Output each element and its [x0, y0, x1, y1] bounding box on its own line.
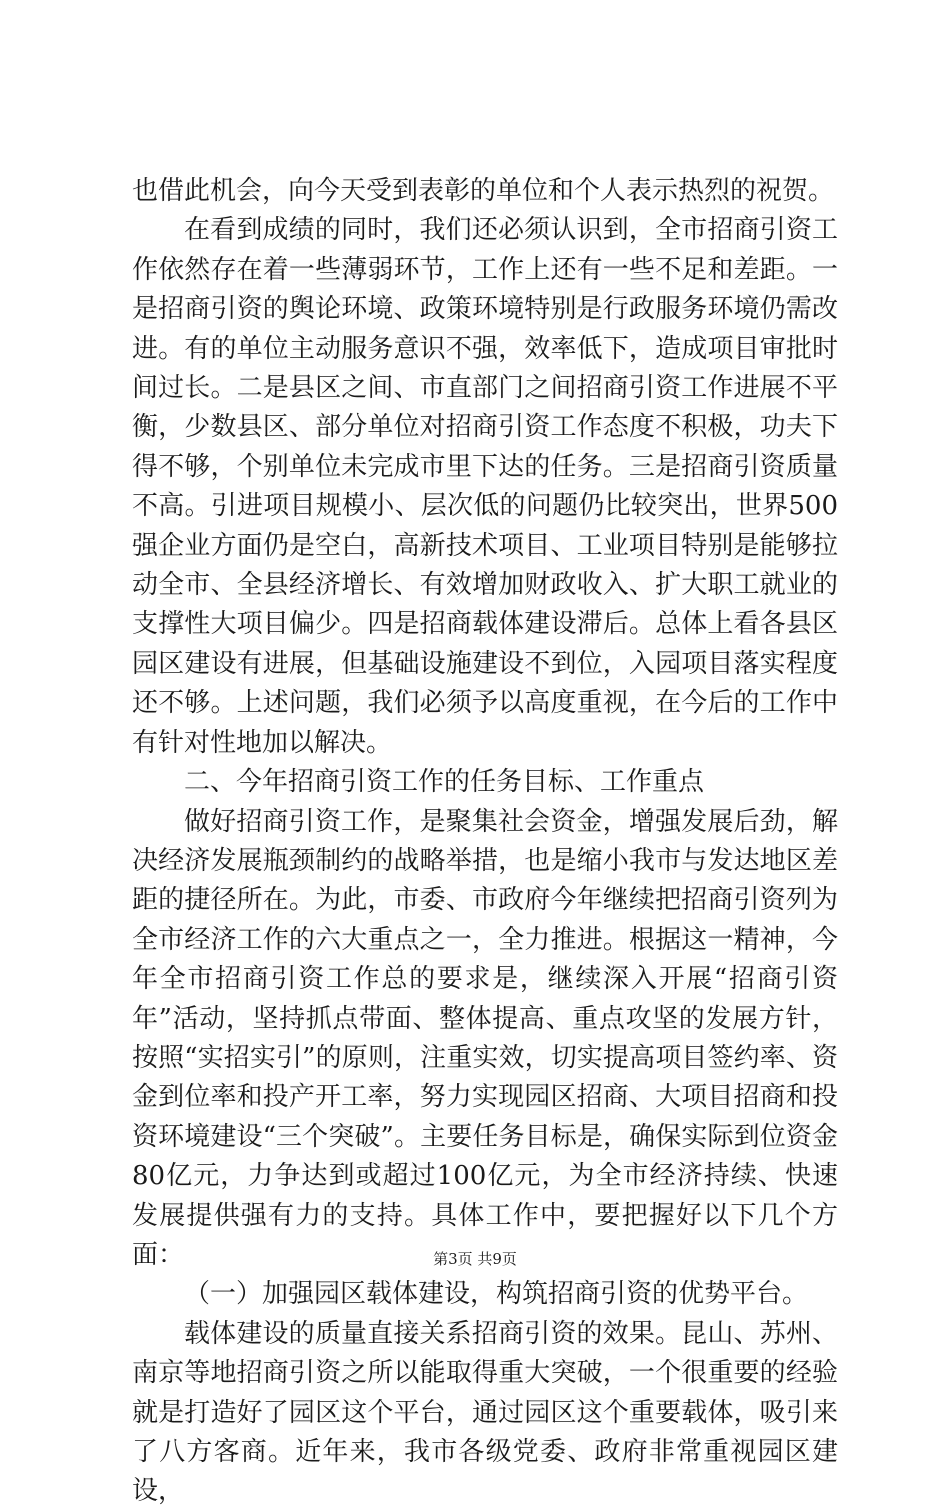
subsection-heading: （一）加强园区载体建设，构筑招商引资的优势平台。: [184, 1279, 809, 1310]
paragraph-carrier-construction: 载体建设的质量直接关系招商引资的效果。昆山、苏州、南京等地招商引资之所以能取得重大突破，一个很重要的经验就是打造好了园区这个平台，通过园区这个重要载体，吸引来了八方客商。近年来，我市各级党委、政府非常重视园区建设，: [132, 1318, 838, 1507]
paragraph-requirements: 做好招商引资工作，是聚集社会资金，增强发展后劲，解决经济发展瓶颈制约的战略举措，也是缩小我市与发达地区差距的捷径所在。为此，市委、市政府今年继续把招商引资列为全市经济工作的六大重点之一，全力推进。根据这一精神，今年全市招商引资工作总的要求是，继续深入开展“招商引资年”活动，坚持抓点带面、整体提高、重点攻坚的发展方针，按照“实招实引”的原则，注重实效，切实提高项目签约率、资金到位率和投产开工率，努力实现园区招商、大项目招商和投资环境建设“三个突破”。主要任务目标是，确保实际到位资金80亿元，力争达到或超过100亿元，为全市经济持续、快速发展提供强有力的支持。具体工作中，要把握好以下几个方面：: [132, 806, 838, 1270]
document-body: [132, 172, 838, 1512]
section-heading: 二、今年招商引资工作的任务目标、工作重点: [184, 767, 705, 798]
paragraph-continuation: 也借此机会，向今天受到表彰的单位和个人表示热烈的祝贺。: [132, 176, 835, 206]
paragraph-weaknesses: 在看到成绩的同时，我们还必须认识到，全市招商引资工作依然存在着一些薄弱环节，工作上还有一些不足和差距。一是招商引资的舆论环境、政策环境特别是行政服务环境仍需改进。有的单位主动服务意识不强，效率低下，造成项目审批时间过长。二是县区之间、市直部门之间招商引资工作进展不平衡，少数县区、部分单位对招商引资工作态度不积极，功夫下得不够，个别单位未完成市里下达的任务。三是招商引资质量不高。引进项目规模小、层次低的问题仍比较突出，世界500强企业方面仍是空白，高新技术项目、工业项目特别是能够拉动全市、全县经济增长、有效增加财政收入、扩大职工就业的支撑性大项目偏少。四是招商载体建设滞后。总体上看各县区园区建设有进展，但基础设施建设不到位，入园项目落实程度还不够。上述问题，我们必须予以高度重视，在今后的工作中有针对性地加以解决。: [132, 215, 838, 758]
page-footer: 第3页 共9页: [433, 1250, 517, 1268]
